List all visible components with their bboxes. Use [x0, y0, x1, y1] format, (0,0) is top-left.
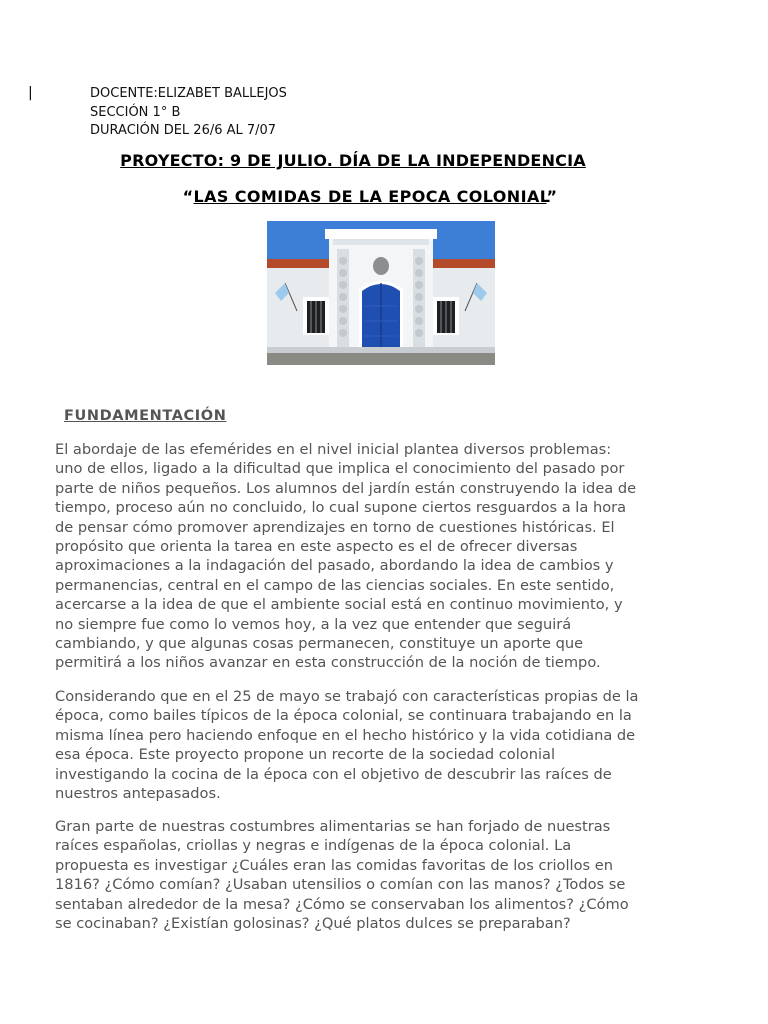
text-line: cambiando, y que algunas cosas permanecen, constituye un aporte que — [55, 635, 584, 653]
text-line: uno de ellos, ligado a la dificultad que implica el conocimiento del pasado por — [55, 460, 625, 478]
text-line: 1816? ¿Cómo comían? ¿Usaban utensilios o comían con las manos? ¿Todos se — [55, 876, 626, 894]
paragraph-2 — [55, 687, 685, 803]
text-line: misma línea pero haciendo enfoque en el hecho histórico y la vida cotidiana de — [55, 726, 636, 744]
header-info — [90, 85, 287, 141]
text-line: sentaban alrededor de la mesa? ¿Cómo se conservaban los alimentos? ¿Cómo — [55, 895, 629, 913]
subtitle-close-quote: ” — [546, 187, 558, 206]
project-title: PROYECTO: 9 DE JULIO. DÍA DE LA INDEPENDENCIA — [120, 151, 586, 170]
text-line: de pensar cómo promover aprendizajes en torno de cuestiones históricas. El — [55, 518, 615, 536]
section-heading-fundamentacion: FUNDAMENTACIÓN — [64, 408, 227, 424]
text-line: se cocinaban? ¿Existían golosinas? ¿Qué platos dulces se preparaban? — [55, 915, 571, 933]
subtitle-text: LAS COMIDAS DE LA EPOCA COLONIAL — [193, 187, 547, 206]
text-line: propuesta es investigar ¿Cuáles eran las comidas favoritas de los criollos en — [55, 856, 613, 874]
text-line: aproximaciones a la indagación del pasado, abordando la idea de cambios y — [55, 557, 614, 575]
text-line: acercarse a la idea de que el ambiente social está en continuo movimiento, y — [55, 596, 623, 614]
text-line: permanencias, central en el campo de las ciencias sociales. En este sentido, — [55, 576, 615, 594]
text-line: parte de niños pequeños. Los alumnos del jardín están construyendo la idea de — [55, 479, 637, 497]
subtitle-open-quote: “ — [182, 187, 194, 206]
text-line: investigando la cocina de la época con el objetivo de descubrir las raíces de — [55, 765, 612, 783]
text-line: propósito que orienta la tarea en este aspecto es el de ofrecer diversas — [55, 538, 578, 556]
text-line: tiempo, proceso aún no concluido, lo cual supone ciertos resguardos a la hora — [55, 499, 627, 517]
text-line: Considerando que en el 25 de mayo se trabajó con características propias de la — [55, 688, 639, 705]
text-line: raíces españolas, criollas y negras e indígenas de la época colonial. La — [55, 837, 572, 855]
text-line: época, como bailes típicos de la época colonial, se continuara trabajando en la — [55, 707, 632, 725]
paragraph-1 — [55, 440, 685, 673]
text-line: esa época. Este proyecto propone un recorte de la sociedad colonial — [55, 746, 556, 764]
section-line: SECCIÓN 1° B — [90, 104, 181, 120]
paragraph-3 — [55, 817, 685, 933]
text-line: no siempre fue como lo vemos hoy, a la vez que entender que seguirá — [55, 615, 572, 633]
teacher-line: DOCENTE:ELIZABET BALLEJOS — [90, 86, 287, 101]
duration-line: DURACIÓN DEL 26/6 AL 7/07 — [90, 123, 277, 138]
text-line: Gran parte de nuestras costumbres alimentarias se han forjado de nuestras — [55, 818, 611, 835]
text-line: nuestros antepasados. — [55, 785, 221, 803]
text-cursor: | — [28, 85, 33, 101]
text-line: permitirá a los niños avanzar en esta construcción de la noción de tiempo. — [55, 654, 601, 672]
project-subtitle — [0, 187, 740, 206]
text-line: El abordaje de las efemérides en el nivel inicial plantea diversos problemas: — [55, 441, 612, 458]
casa-historica-photo — [267, 221, 495, 365]
